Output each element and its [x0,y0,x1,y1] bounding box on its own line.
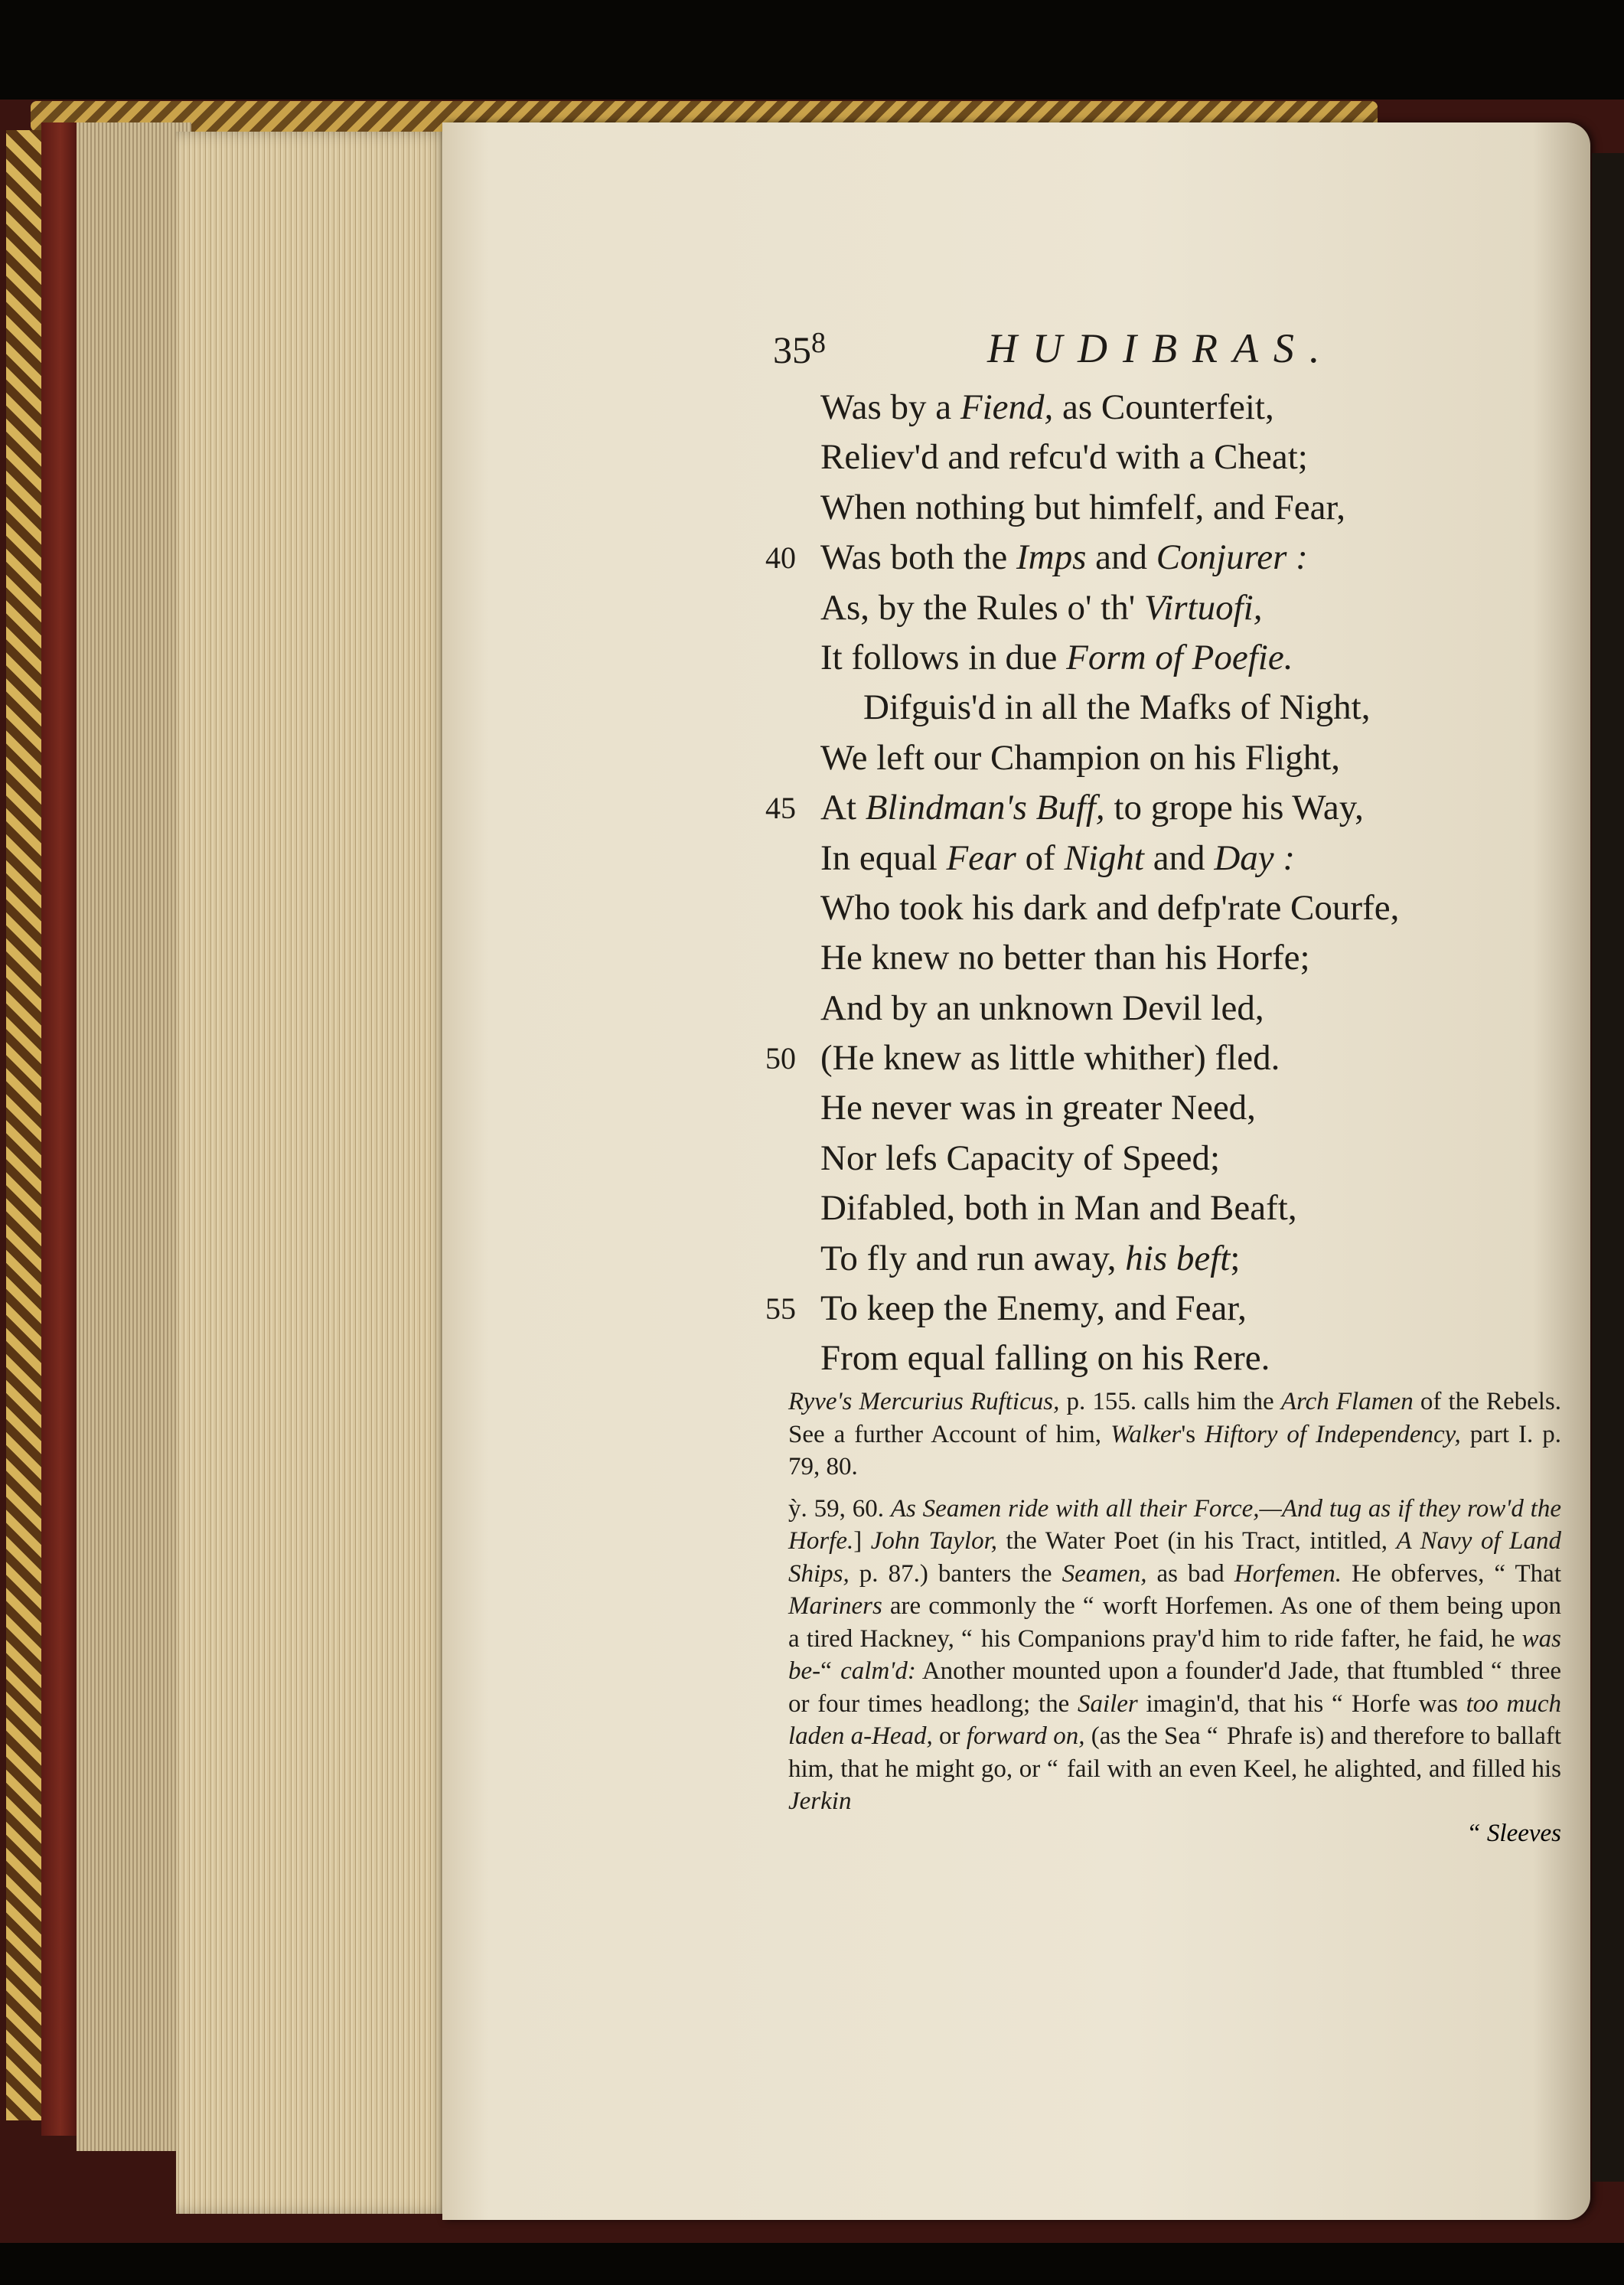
quote-mark: “ [820,1657,832,1685]
verse-text [820,1083,1256,1133]
verse-text [820,1134,1220,1183]
verse-text [820,433,1308,482]
text-run: are commonly the [882,1592,1083,1620]
text-run: As, by the Rules o' th' [820,587,1144,628]
italic-text: Jerkin [788,1787,852,1815]
text-run: To fly and run away, [820,1238,1126,1278]
text-run: Phrafe is) and therefore to ballaft him, that he might go, or [788,1722,1561,1783]
verse-text [820,533,1308,583]
text-run: Who took his dark and defp'rate Courfe, [820,887,1400,928]
verse-text [820,1284,1247,1333]
verse-text [820,1183,1297,1233]
text-run: It follows in due [820,637,1067,677]
italic-text: Fear [946,837,1016,878]
italic-text: Virtuofi, [1143,587,1263,628]
verse-text [820,733,1340,783]
italic-text: Seamen, [1061,1559,1147,1588]
italic-text: Walker [1110,1420,1182,1448]
verse-line [765,483,1569,533]
text-run [852,1388,859,1415]
text-run: three or four times headlong; the [788,1657,1561,1718]
italic-text: Day : [1214,837,1296,878]
text-run: and [1086,537,1156,578]
leather-cover [41,122,80,2136]
verse-line [765,1333,1569,1383]
verse-line [765,383,1569,433]
text-block-back [77,122,191,2151]
text-run: fail with an even Keel, he alighted, and filled his [1066,1755,1562,1783]
verse-line [765,883,1569,933]
text-run: (as the Sea [1084,1722,1207,1750]
quote-mark: “ [1046,1755,1058,1783]
text-run: part I. p. 79, 80. [788,1420,1561,1480]
italic-text: A Navy of Land Ships, [788,1527,1561,1588]
text-run: Horfe was [1351,1689,1466,1718]
italic-text: Night [1064,837,1144,878]
verse-line [765,733,1569,783]
text-run: the Water Poet (in his Tract, intitled, [997,1527,1397,1555]
text-run: When nothing but himfelf, and Fear, [820,487,1345,527]
text-run: Difabled, both in Man and Beaft, [820,1188,1297,1229]
page-number: $35^8$ [773,327,826,371]
italic-text: Mercurius Rufticus, [859,1388,1060,1415]
italic-text: calm'd: [840,1657,916,1685]
text-run: or [932,1722,967,1750]
italic-text: was be- [788,1624,1562,1685]
text-run: ; [1230,1238,1241,1278]
italic-text: too much laden a-Head, [788,1689,1561,1750]
line-number: 50 [765,1041,796,1076]
text-run: Nor lefs Capacity of Speed; [820,1138,1221,1178]
line-number: 40 [765,540,796,576]
footnote [788,1493,1561,1818]
gilt-spine-tooling [6,130,41,2120]
line-number: 55 [765,1291,796,1327]
italic-text: Blindman's Buff, [865,788,1105,828]
footnotes [788,1386,1561,1818]
quote-mark: “ [1082,1592,1094,1620]
running-title: HUDIBRAS. [987,325,1335,371]
verse-line [765,1033,1569,1083]
italic-text: Sailer [1077,1689,1138,1718]
verse-line [765,783,1569,833]
facing-page-edge [1592,153,1624,2182]
text-run: (He knew as little whither) fled. [820,1038,1280,1079]
text-run: and [1143,837,1215,878]
text-run: He never was in greater Need, [820,1088,1256,1128]
text-run: Difguis'd in all the Mafks of Night, [863,687,1371,728]
quote-mark: “ [961,1624,973,1653]
text-run: ] [853,1527,871,1555]
verse-line [765,1183,1569,1233]
verse-line [765,834,1569,883]
verse-line [765,633,1569,683]
text-run: of [1016,837,1065,878]
text-run: Was by a [820,387,960,427]
verse-text [820,1234,1240,1284]
line-number: 45 [765,791,796,826]
italic-text: Horfemen. [1234,1559,1342,1588]
verse-text [820,633,1293,683]
verse-text [820,483,1345,533]
text-run: p. 155. calls him the [1059,1388,1281,1415]
verse-text [820,984,1264,1033]
verse-line [765,1284,1569,1333]
verse-line [765,1134,1569,1183]
italic-text: Imps [1016,537,1087,578]
text-run: of the Rebels. See a further Account of him, [788,1388,1561,1448]
italic-text: As Seamen ride with all their Force,—And tug as if they row'd the Horfe. [788,1494,1561,1555]
verse-line [765,1234,1569,1284]
verse-text [820,1033,1280,1083]
verse-text [820,883,1399,933]
quote-mark: “ [1206,1722,1218,1750]
footnote [788,1386,1561,1484]
italic-text: Fiend, [960,387,1054,427]
verse-line [765,433,1569,482]
quote-mark: “ [1491,1657,1502,1685]
text-run: To keep the Enemy, and Fear, [820,1288,1247,1329]
text-run: worft Horfemen. As one of them being upon a tired Hackney, [788,1592,1561,1653]
italic-text: forward on, [966,1722,1085,1750]
verse-line [765,583,1569,633]
text-run: And by an unknown Devil led, [820,987,1264,1028]
text-run: Was both the [820,537,1016,578]
italic-text: Form of Poefie. [1066,637,1293,677]
verse-text [820,583,1262,633]
page-edges [176,132,452,2214]
verse-block [765,383,1569,1384]
verse-text [820,383,1274,433]
italic-text: his beft [1125,1238,1231,1278]
text-run: He knew no better than his Horfe; [820,938,1310,978]
verse-text [820,1333,1270,1383]
verse-text [820,834,1295,883]
italic-text: Conjurer : [1156,537,1308,578]
quote-mark: “ [1331,1689,1343,1718]
text-run: 's [1181,1420,1205,1448]
verse-line [765,1083,1569,1133]
text-run: Another mounted upon a founder'd Jade, that ftumbled [915,1657,1492,1685]
text-run: to grope his Way, [1104,788,1364,828]
text-run: imagin'd, that his [1137,1689,1332,1718]
text-run: p. 87.) banters the [849,1559,1062,1588]
italic-text: John Taylor, [870,1527,998,1555]
verse-text [863,683,1370,733]
text-run: ỳ. 59, 60. [788,1494,891,1523]
catchword-wrap [788,1820,1561,1848]
text-run: his Companions pray'd him to ride fafter, he faid, he [981,1624,1522,1653]
italic-text: Arch Flamen [1280,1388,1414,1415]
catchword: “ Sleeves [1466,1819,1561,1847]
text-run: He obferves, “ That [1341,1559,1561,1588]
text-run: as bad [1146,1559,1234,1588]
text-run: From equal falling on his Rere. [820,1338,1270,1379]
text-run: At [820,788,866,828]
note-gap [788,1484,1561,1493]
verse-text [820,933,1310,983]
italic-text: Mariners [788,1592,882,1620]
verse-line [765,933,1569,983]
text-run: Reliev'd and refcu'd with a Cheat; [820,437,1308,478]
verse-text [820,783,1364,833]
italic-text: Hiftory of Independency, [1205,1420,1461,1448]
verse-line [765,533,1569,583]
verse-line [765,683,1569,733]
text-run: as Counterfeit, [1053,387,1274,427]
text-run: In equal [820,837,947,878]
italic-text: Ryve's [788,1388,853,1415]
verse-line [765,984,1569,1033]
text-run: We left our Champion on his Flight, [820,737,1340,778]
